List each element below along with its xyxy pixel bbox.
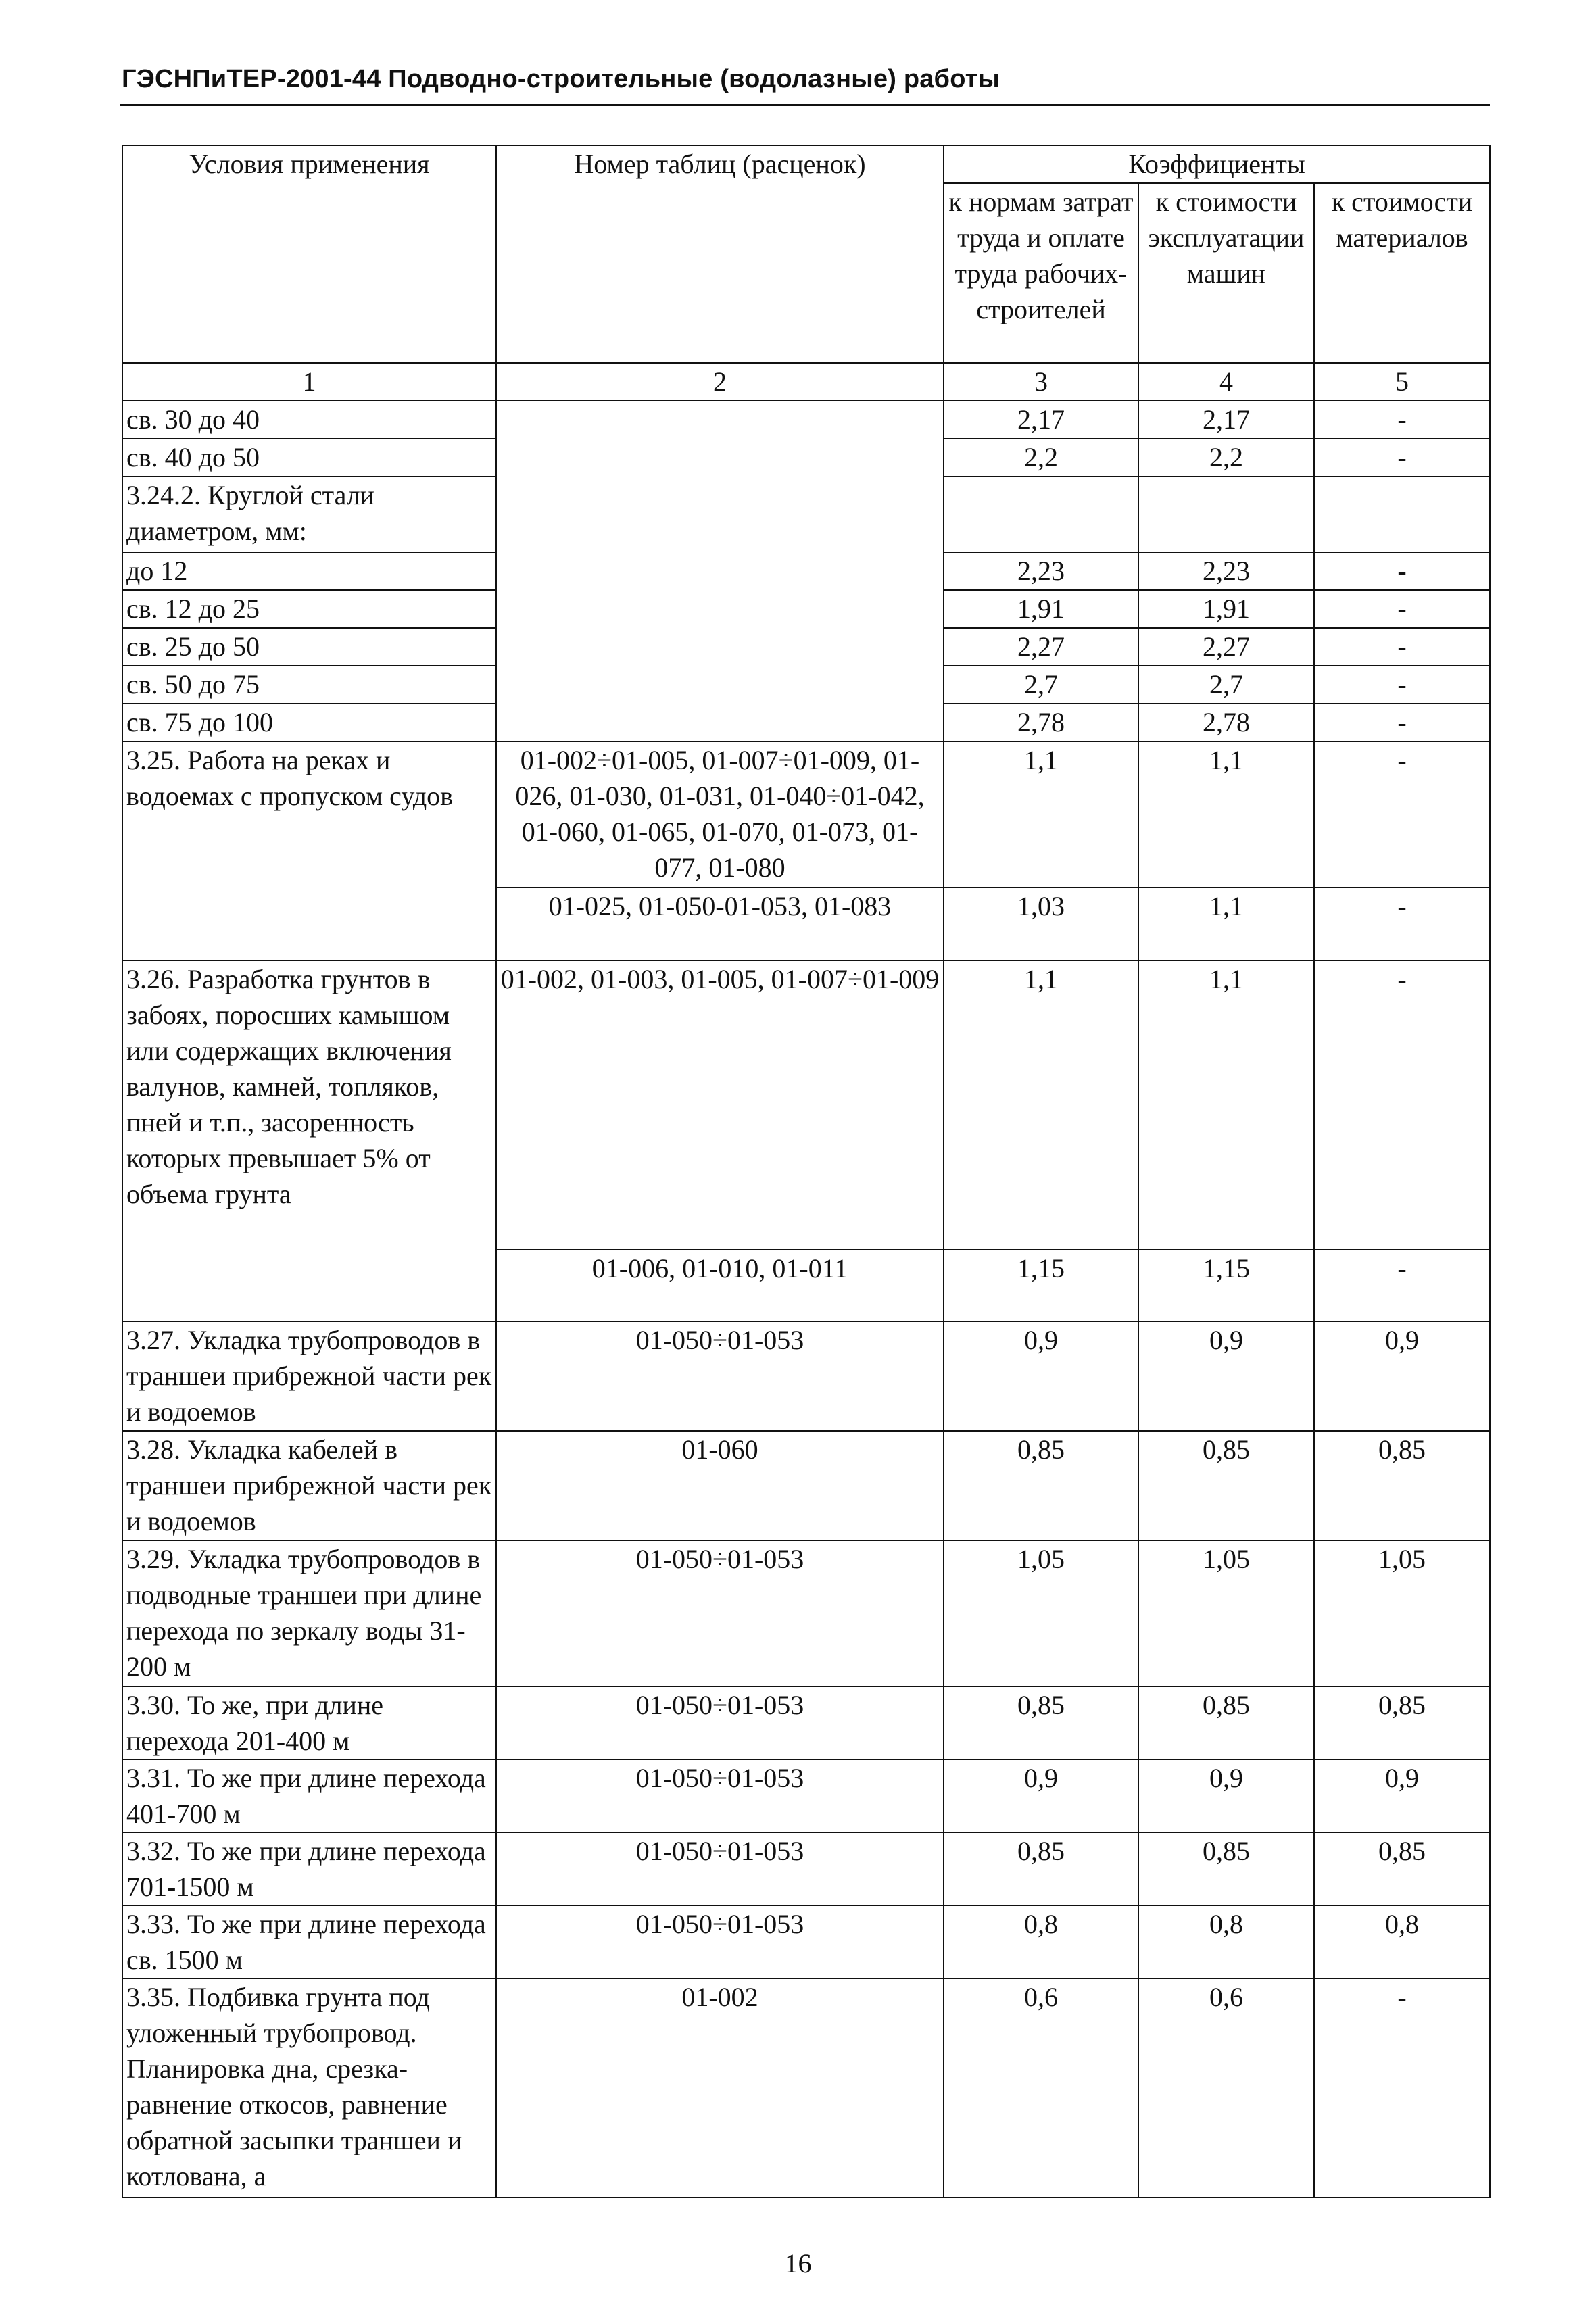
- cell-machines: 0,85: [1138, 1832, 1314, 1905]
- cell-tables: 01-060: [496, 1431, 944, 1540]
- cell-materials: 0,85: [1314, 1832, 1490, 1905]
- cell-machines: 1,05: [1138, 1540, 1314, 1686]
- cell-conditions: св. 40 до 50: [122, 439, 496, 477]
- cell-machines: 2,17: [1138, 401, 1314, 439]
- cell-conditions: 3.29. Укладка трубопроводов в подводные траншеи при длине перехода по зеркалу воды 31-200 м: [122, 1540, 496, 1686]
- cell-machines: 2,27: [1138, 628, 1314, 666]
- table-row: [122, 1321, 1490, 1431]
- cell-materials: -: [1314, 1250, 1490, 1321]
- col-number: 4: [1138, 363, 1314, 401]
- cell-conditions: 3.25. Работа на реках и водоемах с пропуском судов: [122, 741, 496, 960]
- cell-machines: 2,7: [1138, 666, 1314, 704]
- cell-materials: -: [1314, 1978, 1490, 2197]
- cell-machines: 0,85: [1138, 1686, 1314, 1759]
- cell-labor: 2,27: [944, 628, 1138, 666]
- cell-materials: 0,9: [1314, 1759, 1490, 1832]
- cell-materials: -: [1314, 628, 1490, 666]
- cell-machines: 1,1: [1138, 741, 1314, 887]
- cell-labor: 2,17: [944, 401, 1138, 439]
- cell-materials: -: [1314, 887, 1490, 960]
- cell-conditions: 3.26. Разработка грунтов в забоях, поросших камышом или содержащих включения валунов, камней, топляков, пней и т.п., засоренность которых превышает 5% от объема грунта: [122, 960, 496, 1321]
- cell-machines: 1,91: [1138, 590, 1314, 628]
- cell-labor: 1,1: [944, 741, 1138, 887]
- cell-materials: -: [1314, 704, 1490, 741]
- table-row: [122, 401, 1490, 439]
- cell-tables: 01-025, 01-050-01-053, 01-083: [496, 887, 944, 960]
- cell-machines: [1138, 477, 1314, 552]
- cell-machines: 0,6: [1138, 1978, 1314, 2197]
- cell-materials: [1314, 477, 1490, 552]
- cell-materials: -: [1314, 741, 1490, 887]
- cell-labor: 2,7: [944, 666, 1138, 704]
- cell-materials: -: [1314, 439, 1490, 477]
- cell-conditions: 3.35. Подбивка грунта под уложенный трубопровод. Планировка дна, срезка-равнение откосов, равнение обратной засыпки траншеи и котлована, а: [122, 1978, 496, 2197]
- cell-conditions: 3.33. То же при длине перехода св. 1500 м: [122, 1905, 496, 1978]
- col-number: 5: [1314, 363, 1490, 401]
- cell-tables: 01-006, 01-010, 01-011: [496, 1250, 944, 1321]
- cell-materials: 0,85: [1314, 1686, 1490, 1759]
- cell-labor: [944, 477, 1138, 552]
- cell-labor: 1,91: [944, 590, 1138, 628]
- col-number: 1: [122, 363, 496, 401]
- cell-machines: 0,9: [1138, 1759, 1314, 1832]
- cell-materials: 0,9: [1314, 1321, 1490, 1431]
- cell-conditions: св. 25 до 50: [122, 628, 496, 666]
- cell-labor: 0,85: [944, 1832, 1138, 1905]
- table-row: [122, 1540, 1490, 1686]
- cell-tables: 01-050÷01-053: [496, 1905, 944, 1978]
- header-table-numbers: Номер таблиц (расценок): [496, 145, 944, 363]
- cell-materials: -: [1314, 401, 1490, 439]
- page-header-title: ГЭСНПиТЕР-2001-44 Подводно-строительные (водолазные) работы: [122, 65, 1000, 93]
- cell-materials: -: [1314, 666, 1490, 704]
- cell-conditions: св. 12 до 25: [122, 590, 496, 628]
- cell-machines: 0,8: [1138, 1905, 1314, 1978]
- cell-machines: 2,23: [1138, 552, 1314, 590]
- cell-machines: 1,1: [1138, 887, 1314, 960]
- cell-tables: 01-050÷01-053: [496, 1686, 944, 1759]
- table-row: [122, 1431, 1490, 1540]
- cell-labor: 2,2: [944, 439, 1138, 477]
- header-labor: к нормам затрат труда и оплате труда рабочих-строителей: [944, 183, 1138, 363]
- cell-materials: -: [1314, 590, 1490, 628]
- cell-labor: 1,03: [944, 887, 1138, 960]
- cell-labor: 0,85: [944, 1431, 1138, 1540]
- header-materials: к стоимости материалов: [1314, 183, 1490, 363]
- cell-tables: 01-002, 01-003, 01-005, 01-007÷01-009: [496, 960, 944, 1250]
- cell-labor: 0,9: [944, 1321, 1138, 1431]
- cell-materials: -: [1314, 960, 1490, 1250]
- table-row: [122, 741, 1490, 887]
- table-row: [122, 1978, 1490, 2197]
- cell-labor: 2,78: [944, 704, 1138, 741]
- cell-machines: 1,1: [1138, 960, 1314, 1250]
- table-header-row: [122, 145, 1490, 183]
- table-row: [122, 1686, 1490, 1759]
- cell-conditions: 3.24.2. Круглой стали диаметром, мм:: [122, 477, 496, 552]
- cell-conditions: св. 50 до 75: [122, 666, 496, 704]
- cell-labor: 2,23: [944, 552, 1138, 590]
- cell-conditions: св. 75 до 100: [122, 704, 496, 741]
- cell-conditions: 3.31. То же при длине перехода 401-700 м: [122, 1759, 496, 1832]
- cell-tables: 01-050÷01-053: [496, 1832, 944, 1905]
- col-number: 2: [496, 363, 944, 401]
- table-row: [122, 1759, 1490, 1832]
- table-row: [122, 1832, 1490, 1905]
- cell-machines: 0,9: [1138, 1321, 1314, 1431]
- cell-tables: 01-050÷01-053: [496, 1540, 944, 1686]
- table-row: [122, 1905, 1490, 1978]
- cell-conditions: до 12: [122, 552, 496, 590]
- table-row: [122, 960, 1490, 1250]
- cell-labor: 0,8: [944, 1905, 1138, 1978]
- cell-conditions: св. 30 до 40: [122, 401, 496, 439]
- cell-labor: 0,9: [944, 1759, 1138, 1832]
- cell-machines: 2,2: [1138, 439, 1314, 477]
- cell-conditions: 3.32. То же при длине перехода 701-1500 м: [122, 1832, 496, 1905]
- cell-conditions: 3.30. То же, при длине перехода 201-400 м: [122, 1686, 496, 1759]
- cell-tables: 01-002: [496, 1978, 944, 2197]
- cell-machines: 0,85: [1138, 1431, 1314, 1540]
- cell-tables: 01-002÷01-005, 01-007÷01-009, 01-026, 01-030, 01-031, 01-040÷01-042, 01-060, 01-065, 01-070, 01-073, 01-077, 01-080: [496, 741, 944, 887]
- cell-labor: 1,15: [944, 1250, 1138, 1321]
- cell-tables: 01-050÷01-053: [496, 1759, 944, 1832]
- cell-materials: 0,85: [1314, 1431, 1490, 1540]
- cell-labor: 1,1: [944, 960, 1138, 1250]
- cell-tables-empty: [496, 401, 944, 741]
- cell-tables: 01-050÷01-053: [496, 1321, 944, 1431]
- header-rule: [120, 104, 1490, 106]
- header-machines: к стоимости эксплуатации машин: [1138, 183, 1314, 363]
- cell-conditions: 3.28. Укладка кабелей в траншеи прибрежной части рек и водоемов: [122, 1431, 496, 1540]
- cell-materials: 1,05: [1314, 1540, 1490, 1686]
- cell-labor: 0,6: [944, 1978, 1138, 2197]
- cell-conditions: 3.27. Укладка трубопроводов в траншеи прибрежной части рек и водоемов: [122, 1321, 496, 1431]
- header-coefficients: Коэффициенты: [944, 145, 1490, 183]
- column-number-row: [122, 363, 1490, 401]
- cell-labor: 1,05: [944, 1540, 1138, 1686]
- header-conditions: Условия применения: [122, 145, 496, 363]
- cell-labor: 0,85: [944, 1686, 1138, 1759]
- page-number: 16: [784, 2248, 812, 2279]
- cell-machines: 1,15: [1138, 1250, 1314, 1321]
- cell-materials: 0,8: [1314, 1905, 1490, 1978]
- cell-materials: -: [1314, 552, 1490, 590]
- cell-machines: 2,78: [1138, 704, 1314, 741]
- coefficients-table: [122, 145, 1491, 2198]
- col-number: 3: [944, 363, 1138, 401]
